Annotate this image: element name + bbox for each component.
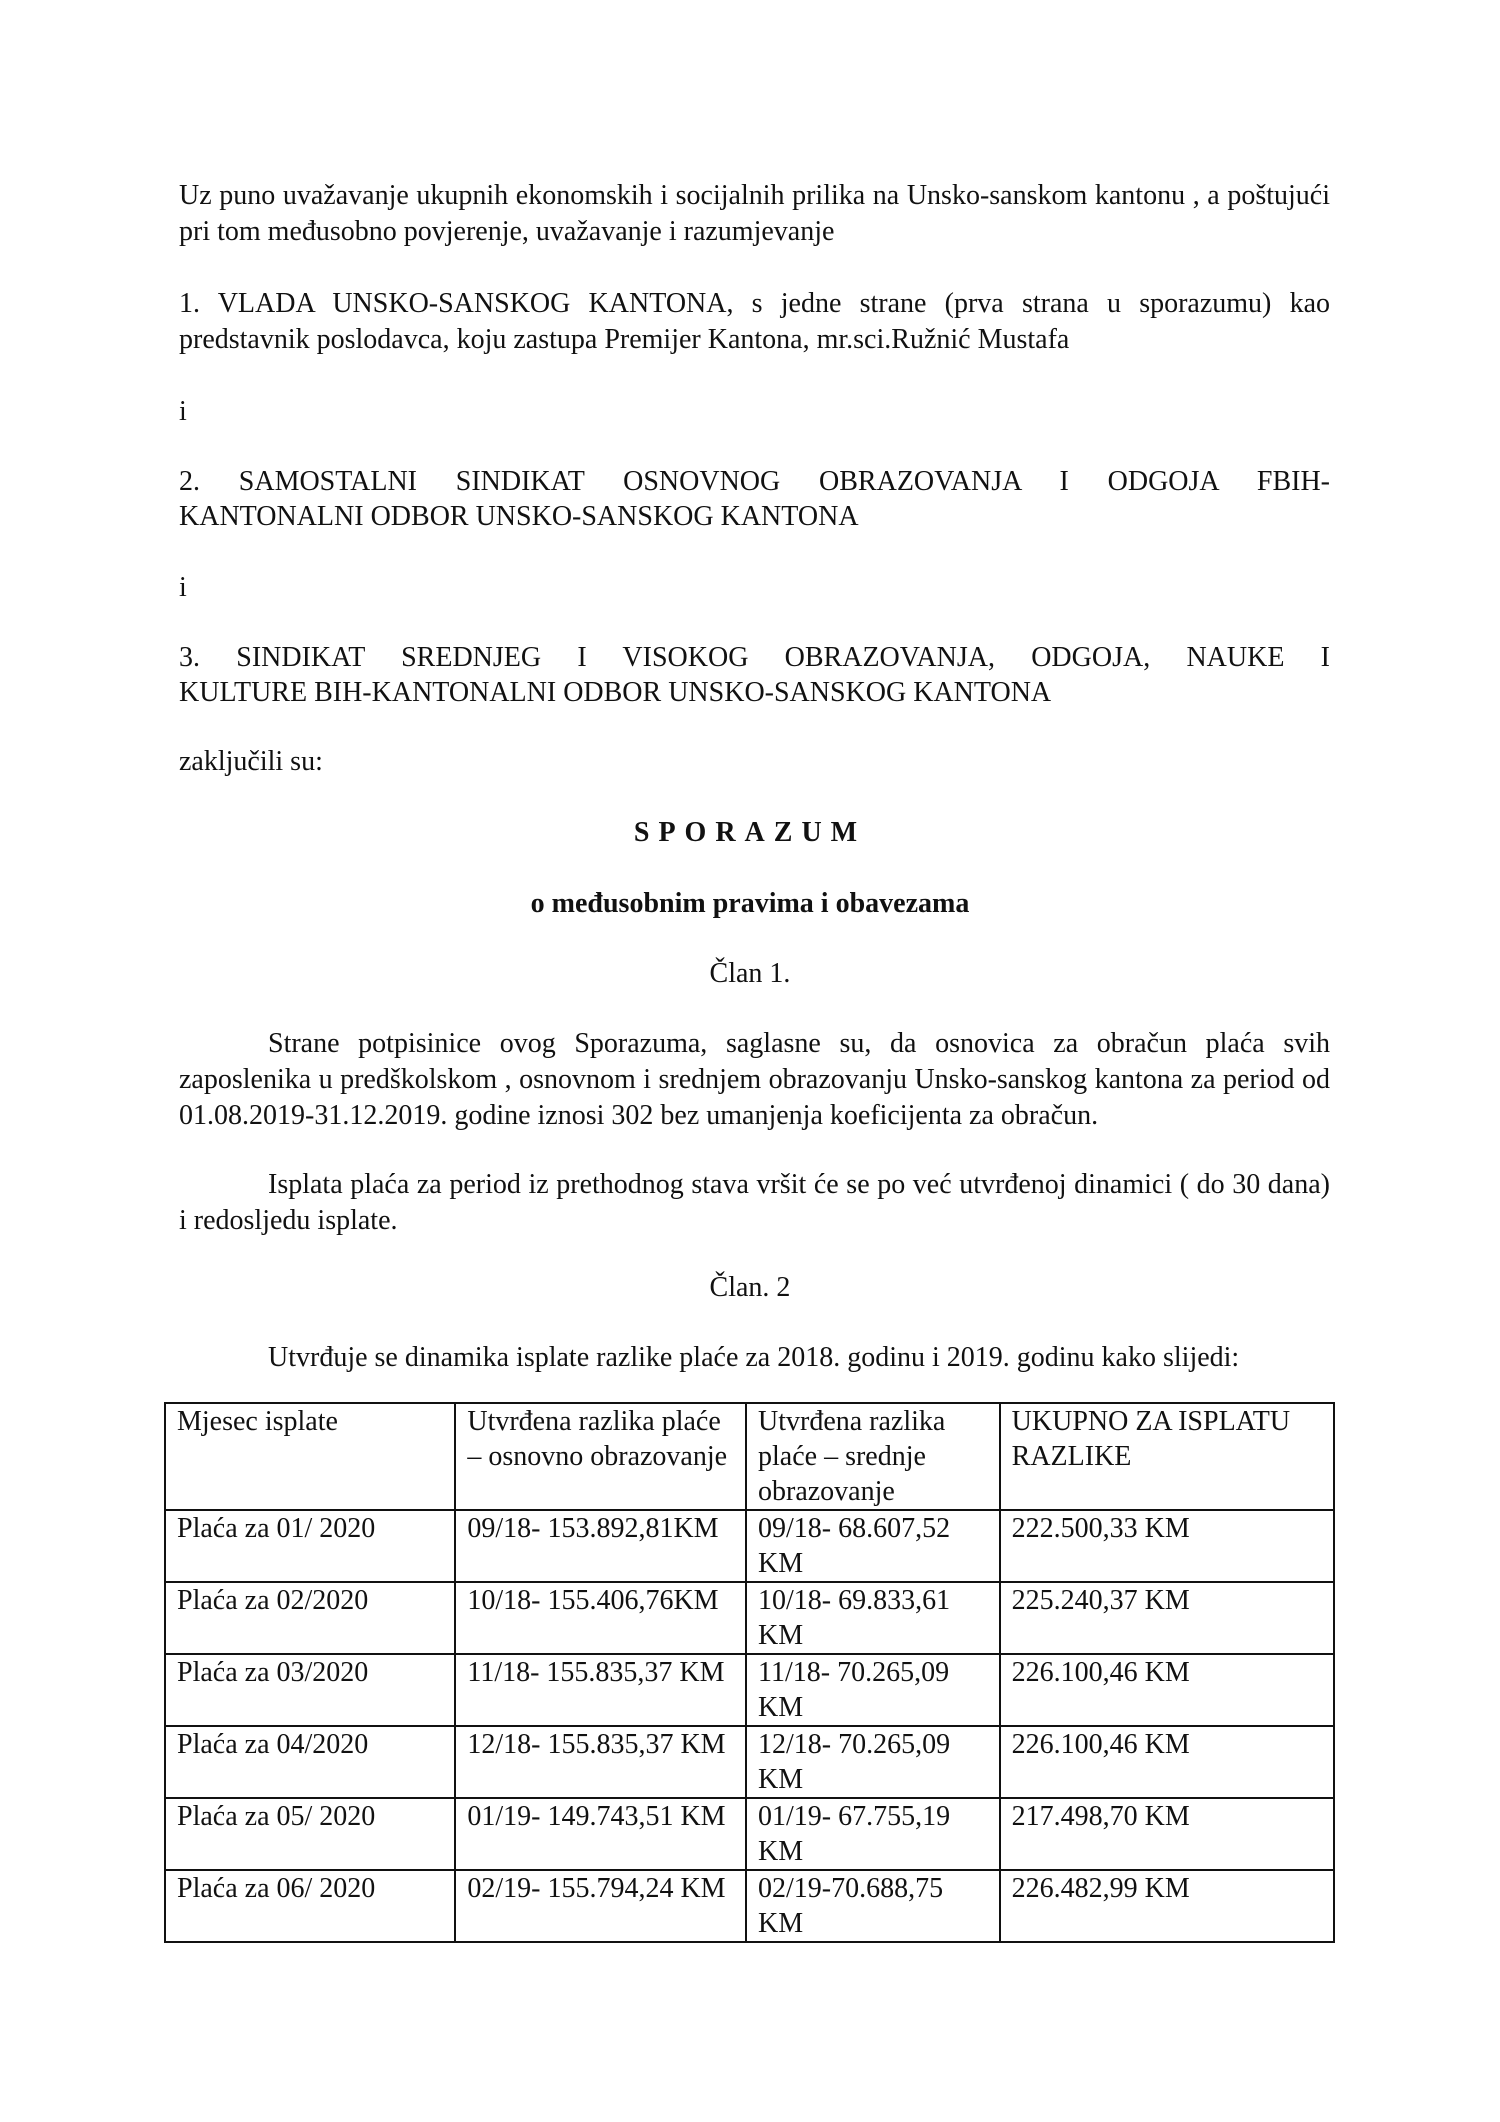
header-primary-education: Utvrđena razlika plaće – osnovno obrazovanje (455, 1403, 746, 1510)
payment-schedule-table (164, 1402, 1335, 1943)
table-row (165, 1582, 1334, 1654)
party-1-line-1: 1. VLADA UNSKO-SANSKOG KANTONA, s jedne strane (prva strana u sporazumu) kao (179, 288, 1330, 319)
cell-primary: 01/19- 149.743,51 KM (455, 1798, 746, 1870)
party-2-line-2: KANTONALNI ODBOR UNSKO-SANSKOG KANTONA (179, 501, 859, 532)
cell-total: 226.100,46 KM (1000, 1726, 1334, 1798)
document-subtitle: o međusobnim pravima i obavezama (530, 888, 970, 919)
header-secondary-education: Utvrđena razlika plaće – srednje obrazovanje (746, 1403, 1000, 1510)
conjunction-2: i (179, 572, 187, 603)
intro-paragraph: Uz puno uvažavanje ukupnih ekonomskih i socijalnih prilika na Unsko-sanskom kantonu , a poštujući pri tom međusobno povjerenje, uvažavanje i razumjevanje (179, 180, 1330, 247)
cell-month: Plaća za 03/2020 (165, 1654, 455, 1726)
cell-primary: 09/18- 153.892,81KM (455, 1510, 746, 1582)
conjunction-1: i (179, 396, 187, 427)
header-month: Mjesec isplate (165, 1403, 455, 1510)
article-2-heading: Član. 2 (709, 1272, 791, 1303)
cell-total: 222.500,33 KM (1000, 1510, 1334, 1582)
cell-primary: 11/18- 155.835,37 KM (455, 1654, 746, 1726)
table-row (165, 1510, 1334, 1582)
table-row (165, 1870, 1334, 1942)
article-2-paragraph: Utvrđuje se dinamika isplate razlike plaće za 2018. godinu i 2019. godinu kako slijedi: (268, 1342, 1240, 1373)
party-1-line-2: predstavnik poslodavca, koju zastupa Premijer Kantona, mr.sci.Ružnić Mustafa (179, 324, 1070, 355)
party-2-line-1: 2. SAMOSTALNI SINDIKAT OSNOVNOG OBRAZOVANJA I ODGOJA FBIH- (179, 466, 1330, 497)
header-total: UKUPNO ZA ISPLATU RAZLIKE (1000, 1403, 1334, 1510)
document-title: SPORAZUM (633, 817, 867, 848)
table-row (165, 1798, 1334, 1870)
cell-primary: 10/18- 155.406,76KM (455, 1582, 746, 1654)
cell-secondary: 02/19-70.688,75 KM (746, 1870, 1000, 1942)
cell-total: 226.482,99 KM (1000, 1870, 1334, 1942)
cell-month: Plaća za 02/2020 (165, 1582, 455, 1654)
table-row (165, 1726, 1334, 1798)
cell-secondary: 11/18- 70.265,09 KM (746, 1654, 1000, 1726)
cell-primary: 12/18- 155.835,37 KM (455, 1726, 746, 1798)
cell-secondary: 10/18- 69.833,61 KM (746, 1582, 1000, 1654)
table-row (165, 1654, 1334, 1726)
cell-month: Plaća za 05/ 2020 (165, 1798, 455, 1870)
party-3-line-2: KULTURE BIH-KANTONALNI ODBOR UNSKO-SANSKOG KANTONA (179, 677, 1052, 708)
cell-month: Plaća za 01/ 2020 (165, 1510, 455, 1582)
cell-total: 217.498,70 KM (1000, 1798, 1334, 1870)
cell-total: 225.240,37 KM (1000, 1582, 1334, 1654)
cell-month: Plaća za 06/ 2020 (165, 1870, 455, 1942)
concluded-text: zaključili su: (179, 746, 323, 777)
cell-secondary: 01/19- 67.755,19 KM (746, 1798, 1000, 1870)
cell-total: 226.100,46 KM (1000, 1654, 1334, 1726)
party-3-line-1: 3. SINDIKAT SREDNJEG I VISOKOG OBRAZOVANJA, ODGOJA, NAUKE I (179, 642, 1330, 673)
article-1-paragraph-1: Strane potpisinice ovog Sporazuma, saglasne su, da osnovica za obračun plaća svih zaposlenika u predškolskom , osnovnom i srednjem obrazovanju Unsko-sanskog kantona za period od 01.08.2019-31.12.2019. godine iznosi 302 bez umanjenja koeficijenta za obračun. (179, 1028, 1330, 1131)
table-header-row (165, 1403, 1334, 1510)
cell-secondary: 09/18- 68.607,52 KM (746, 1510, 1000, 1582)
cell-secondary: 12/18- 70.265,09 KM (746, 1726, 1000, 1798)
cell-primary: 02/19- 155.794,24 KM (455, 1870, 746, 1942)
cell-month: Plaća za 04/2020 (165, 1726, 455, 1798)
article-1-heading: Član 1. (709, 958, 791, 989)
article-1-paragraph-2: Isplata plaća za period iz prethodnog stava vršit će se po već utvrđenoj dinamici ( do 30 dana) i redosljedu isplate. (179, 1169, 1330, 1236)
